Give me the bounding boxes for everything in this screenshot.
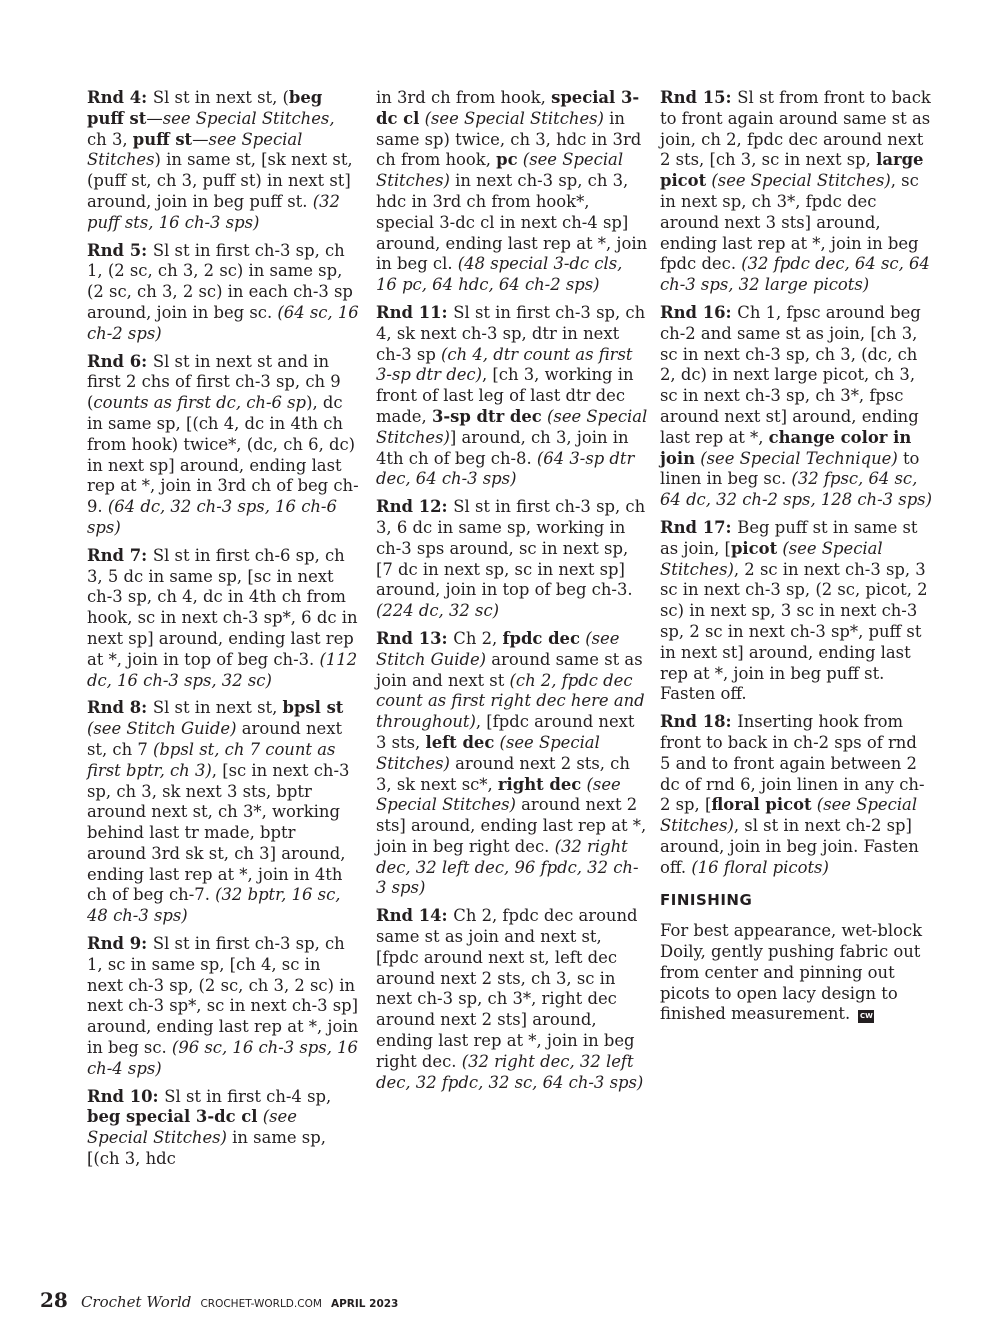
round-paragraph — [87, 241, 359, 345]
instruction-text: Sl st in first ch-3 sp, ch 4, sk next ch-3 sp, dtr in next ch-3 sp — [376, 302, 646, 364]
bold-term: Rnd 11: — [376, 302, 454, 322]
column-1 — [87, 88, 359, 1177]
italic-note: counts as first dc, ch-6 sp — [93, 393, 307, 413]
instruction-text: Sl st in first ch-6 sp, ch 3, 5 dc in same sp, [sc in next ch-3 sp, ch 4, dc in 4th ch from hook, sc in next ch-3 sp*, 6 dc in next sp] around, ending last rep at *, join in top of beg ch-3. — [87, 545, 358, 669]
italic-note: (32 puff sts, 16 ch-3 sps) — [87, 191, 340, 232]
instruction-text: ), dc in same sp, [(ch 4, dc in 4th ch from hook) twice*, (dc, ch 6, dc) in next sp] around, ending last rep at *, join in 3rd ch of beg ch-9. — [87, 393, 359, 517]
finishing-text: For best appearance, wet-block Doily, gently pushing fabric out from center and pinning out picots to open lacy design to finished measurement. — [660, 921, 923, 1024]
instruction-text: ch 3, — [87, 129, 133, 149]
round-paragraph — [376, 906, 648, 1093]
issue-date: APRIL 2023 — [330, 1298, 399, 1310]
italic-note: (see Special Stitches) — [376, 774, 621, 815]
finishing-heading: FINISHING — [660, 891, 753, 910]
bold-term: Rnd 15: — [660, 88, 738, 107]
italic-note: (see Special Stitches) — [711, 171, 891, 191]
instruction-text: Sl st in next st, — [152, 698, 283, 718]
italic-note: (64 3-sp dtr dec, 64 ch-3 sps) — [376, 448, 635, 489]
bold-term: Rnd 10: — [87, 1086, 165, 1106]
instruction-text: , 2 sc in next ch-3 sp, 3 sc in next ch-3 sp, (2 sc, picot, 2 sc) in next sp, 3 sc in next ch-3 sp, 2 sc in next ch-3 sp*, puff st in next st] around, ending last rep at *, join in beg puff st. Fasten off. — [660, 559, 928, 704]
round-paragraph — [660, 712, 932, 878]
italic-note: (see Special Technique) — [700, 448, 898, 468]
bold-term: picot — [730, 538, 778, 558]
bold-term: left dec — [425, 732, 495, 752]
round-paragraph — [376, 303, 648, 490]
italic-note: (32 right dec, 32 left dec, 32 fpdc, 32 sc, 64 ch-3 sps) — [376, 1051, 644, 1092]
round-paragraph — [376, 629, 648, 899]
instruction-text: in 3rd ch from hook, — [376, 88, 552, 107]
bold-term: Rnd 8: — [87, 698, 153, 718]
instruction-text: ) in same st, [sk next st, (puff st, ch 3, puff st) in next st] around, join in beg puff st. — [87, 150, 353, 211]
round-paragraph — [376, 497, 648, 622]
bold-term: Rnd 13: — [376, 628, 454, 648]
instruction-text: Beg puff st in same st as join, [ — [660, 517, 918, 558]
instruction-text: in same sp) twice, ch 3, hdc in 3rd ch from hook, — [376, 108, 642, 170]
instruction-text: in same sp, [(ch 3, hdc — [87, 1128, 326, 1169]
italic-note: (224 dc, 32 sc) — [376, 601, 500, 621]
bold-term: bpsl st — [282, 698, 344, 718]
page-number: 28 — [40, 1288, 68, 1312]
italic-note: (bpsl st, ch 7 count as first bptr, ch 3) — [87, 739, 336, 780]
bold-term: Rnd 6: — [87, 351, 153, 371]
instruction-text: around next 2 sts, ch 3, sk next sc*, — [376, 753, 630, 794]
italic-note: (32 fpdc dec, 64 sc, 64 ch-3 sps, 32 large picots) — [660, 254, 930, 295]
italic-note: (ch 2, fpdc dec count as first right dec here and throughout) — [376, 670, 645, 732]
instruction-text: , [ch 3, working in front of last leg of last dtr dec made, — [376, 365, 634, 426]
round-paragraph — [660, 518, 932, 705]
italic-note: (see Special Stitches) — [376, 150, 624, 191]
bold-term: Rnd 7: — [87, 545, 153, 565]
round-paragraph — [87, 88, 359, 234]
round-paragraph — [87, 1087, 359, 1170]
instruction-text: Inserting hook from front to back in ch-2 sps of rnd 5 and to front again between 2 dc of rnd 6, join linen in any ch-2 sp, [ — [660, 712, 925, 815]
bold-term: Rnd 9: — [87, 934, 153, 954]
italic-note: (96 sc, 16 ch-3 sps, 16 ch-4 sps) — [87, 1038, 358, 1078]
bold-term: change color in join — [660, 427, 912, 468]
bold-term: Rnd 18: — [660, 712, 738, 732]
instruction-text: Sl st in next st, ( — [152, 88, 289, 107]
italic-note: (see Stitch Guide) — [376, 628, 620, 669]
instruction-text: , [fpdc around next 3 sts, — [376, 712, 635, 752]
round-paragraph — [660, 303, 932, 511]
instruction-text: Sl st in first ch-3 sp, ch 1, (2 sc, ch 3, 2 sc) in same sp, (2 sc, ch 3, 2 sc) in each ch-3 sp around, join in beg sc. — [87, 240, 353, 322]
italic-note: (112 dc, 16 ch-3 sps, 32 sc) — [87, 649, 358, 690]
instruction-text: Sl st in next st and in first 2 chs of first ch-3 sp, ch 9 ( — [87, 351, 341, 413]
italic-note: (32 bptr, 16 sc, 48 ch-3 sps) — [87, 885, 341, 926]
bold-term: puff st — [132, 129, 193, 149]
instruction-text: Sl st in first ch-4 sp, — [164, 1086, 332, 1106]
bold-term: Rnd 17: — [660, 517, 738, 537]
bold-term: Rnd 4: — [87, 88, 153, 107]
instruction-text: — — [192, 129, 209, 149]
bold-term: Rnd 12: — [376, 497, 454, 517]
round-paragraph — [87, 546, 359, 692]
bold-term: large picot — [660, 150, 924, 191]
instruction-text: , [sc in next ch-3 sp, ch 3, sk next 3 sts, bptr around next st, ch 3*, working behind last tr made, bptr around 3rd sk st, ch 3] around, ending last rep at *, join in 4th ch of beg ch-7. — [87, 760, 350, 905]
italic-note: (see Special Stitches) — [424, 108, 604, 128]
instruction-text: — — [146, 108, 163, 128]
italic-note: (64 sc, 16 ch-2 sps) — [87, 302, 359, 343]
bold-term: fpdc dec — [502, 628, 580, 648]
italic-note: (32 right dec, 32 left dec, 96 fpdc, 32 ch-3 sps) — [376, 836, 639, 898]
round-paragraph — [660, 88, 932, 296]
bold-term: beg special 3-dc cl — [87, 1107, 258, 1127]
italic-note: (see Stitch Guide) — [87, 719, 237, 739]
instruction-text: Ch 2, fpdc dec around same st as join and next st, [fpdc around next st, left dec around next 2 sts, ch 3, sc in next ch-3 sp, ch 3*, right dec around next 2 sts] around, ending last rep at *, join in beg right dec. — [376, 906, 638, 1071]
instruction-text: Ch 1, fpsc around beg ch-2 and same st as join, [ch 3, sc in next ch-3 sp, ch 3, (dc, ch 2, dc) in next large picot, ch 3, sc in next ch-3 sp, ch 3*, fpsc around next st] around, ending last rep at *, — [660, 302, 921, 447]
italic-note: see Special Stitches, — [162, 108, 335, 128]
round-paragraph — [87, 352, 359, 539]
instruction-text: , sc in next sp, ch 3*, fpdc dec around next 3 sts] around, ending last rep at *, join in beg fpdc dec. — [660, 171, 919, 274]
bold-term: beg puff st — [87, 88, 323, 128]
italic-note: (see Special Stitches) — [660, 795, 918, 836]
bold-term: floral picot — [711, 795, 812, 815]
italic-note: (see Special Stitches) — [87, 1107, 297, 1148]
bold-term: pc — [496, 150, 518, 170]
finishing-paragraph — [660, 921, 932, 1025]
bold-term: 3-sp dtr dec — [431, 406, 542, 426]
italic-note: see Special Stitches — [87, 129, 303, 170]
round-paragraph — [87, 698, 359, 927]
instruction-text: in next ch-3 sp, ch 3, hdc in 3rd ch from hook*, special 3-dc cl in next ch-4 sp] around, ending last rep at *, join in beg cl. — [376, 171, 648, 274]
bold-term: Rnd 14: — [376, 906, 454, 926]
instruction-text: around next st, ch 7 — [87, 719, 343, 759]
italic-note: (64 dc, 32 ch-3 sps, 16 ch-6 sps) — [87, 497, 337, 537]
column-2 — [376, 88, 648, 1100]
instruction-text: , sl st in next ch-2 sp] around, join in beg join. Fasten off. — [660, 816, 919, 877]
instruction-text: Sl st from front to back to front again around same st as join, ch 2, fpdc dec around next 2 sts, [ch 3, sc in next sp, — [660, 88, 931, 170]
website-url: CROCHET-WORLD.COM — [200, 1298, 322, 1310]
italic-note: (see Special Stitches) — [660, 538, 883, 579]
instruction-text: around same st as join and next st — [376, 649, 643, 690]
page-footer — [40, 1288, 398, 1312]
italic-note: (see Special Stitches) — [376, 732, 600, 773]
round-paragraph — [87, 934, 359, 1080]
instruction-text: Sl st in first ch-3 sp, ch 1, sc in same sp, [ch 4, sc in next ch-3 sp, (2 sc, ch 3, 2 sc) in next ch-3 sp*, sc in next ch-3 sp] around, ending last rep at *, join in beg sc. — [87, 934, 359, 1058]
magazine-title: Crochet World — [80, 1293, 192, 1311]
instruction-text: around next 2 sts] around, ending last rep at *, join in beg right dec. — [376, 795, 647, 856]
column-3 — [660, 88, 932, 1032]
bold-term: right dec — [497, 774, 582, 794]
italic-note: (ch 4, dtr count as first 3-sp dtr dec) — [376, 344, 633, 385]
bold-term: Rnd 5: — [87, 240, 153, 260]
instruction-text: Ch 2, — [453, 628, 503, 648]
bold-term: special 3-dc cl — [376, 88, 640, 128]
instruction-text: Sl st in first ch-3 sp, ch 3, 6 dc in same sp, working in ch-3 sps around, sc in next sp, [7 dc in next sp, sc in next sp] around, join in top of beg ch-3. — [376, 497, 646, 600]
italic-note: (16 floral picots) — [691, 857, 829, 877]
italic-note: (48 special 3-dc cls, 16 pc, 64 hdc, 64 ch-2 sps) — [376, 254, 623, 295]
instruction-text: to linen in beg sc. — [660, 448, 920, 489]
italic-note: (32 fpsc, 64 sc, 64 dc, 32 ch-2 sps, 128 ch-3 sps) — [660, 469, 932, 510]
end-mark-icon: CW — [858, 1010, 874, 1023]
column-3-rounds — [660, 88, 932, 878]
instruction-text: ] around, ch 3, join in 4th ch of beg ch-8. — [376, 427, 629, 468]
round-paragraph — [376, 88, 648, 296]
bold-term: Rnd 16: — [660, 302, 738, 322]
italic-note: (see Special Stitches) — [376, 406, 648, 447]
